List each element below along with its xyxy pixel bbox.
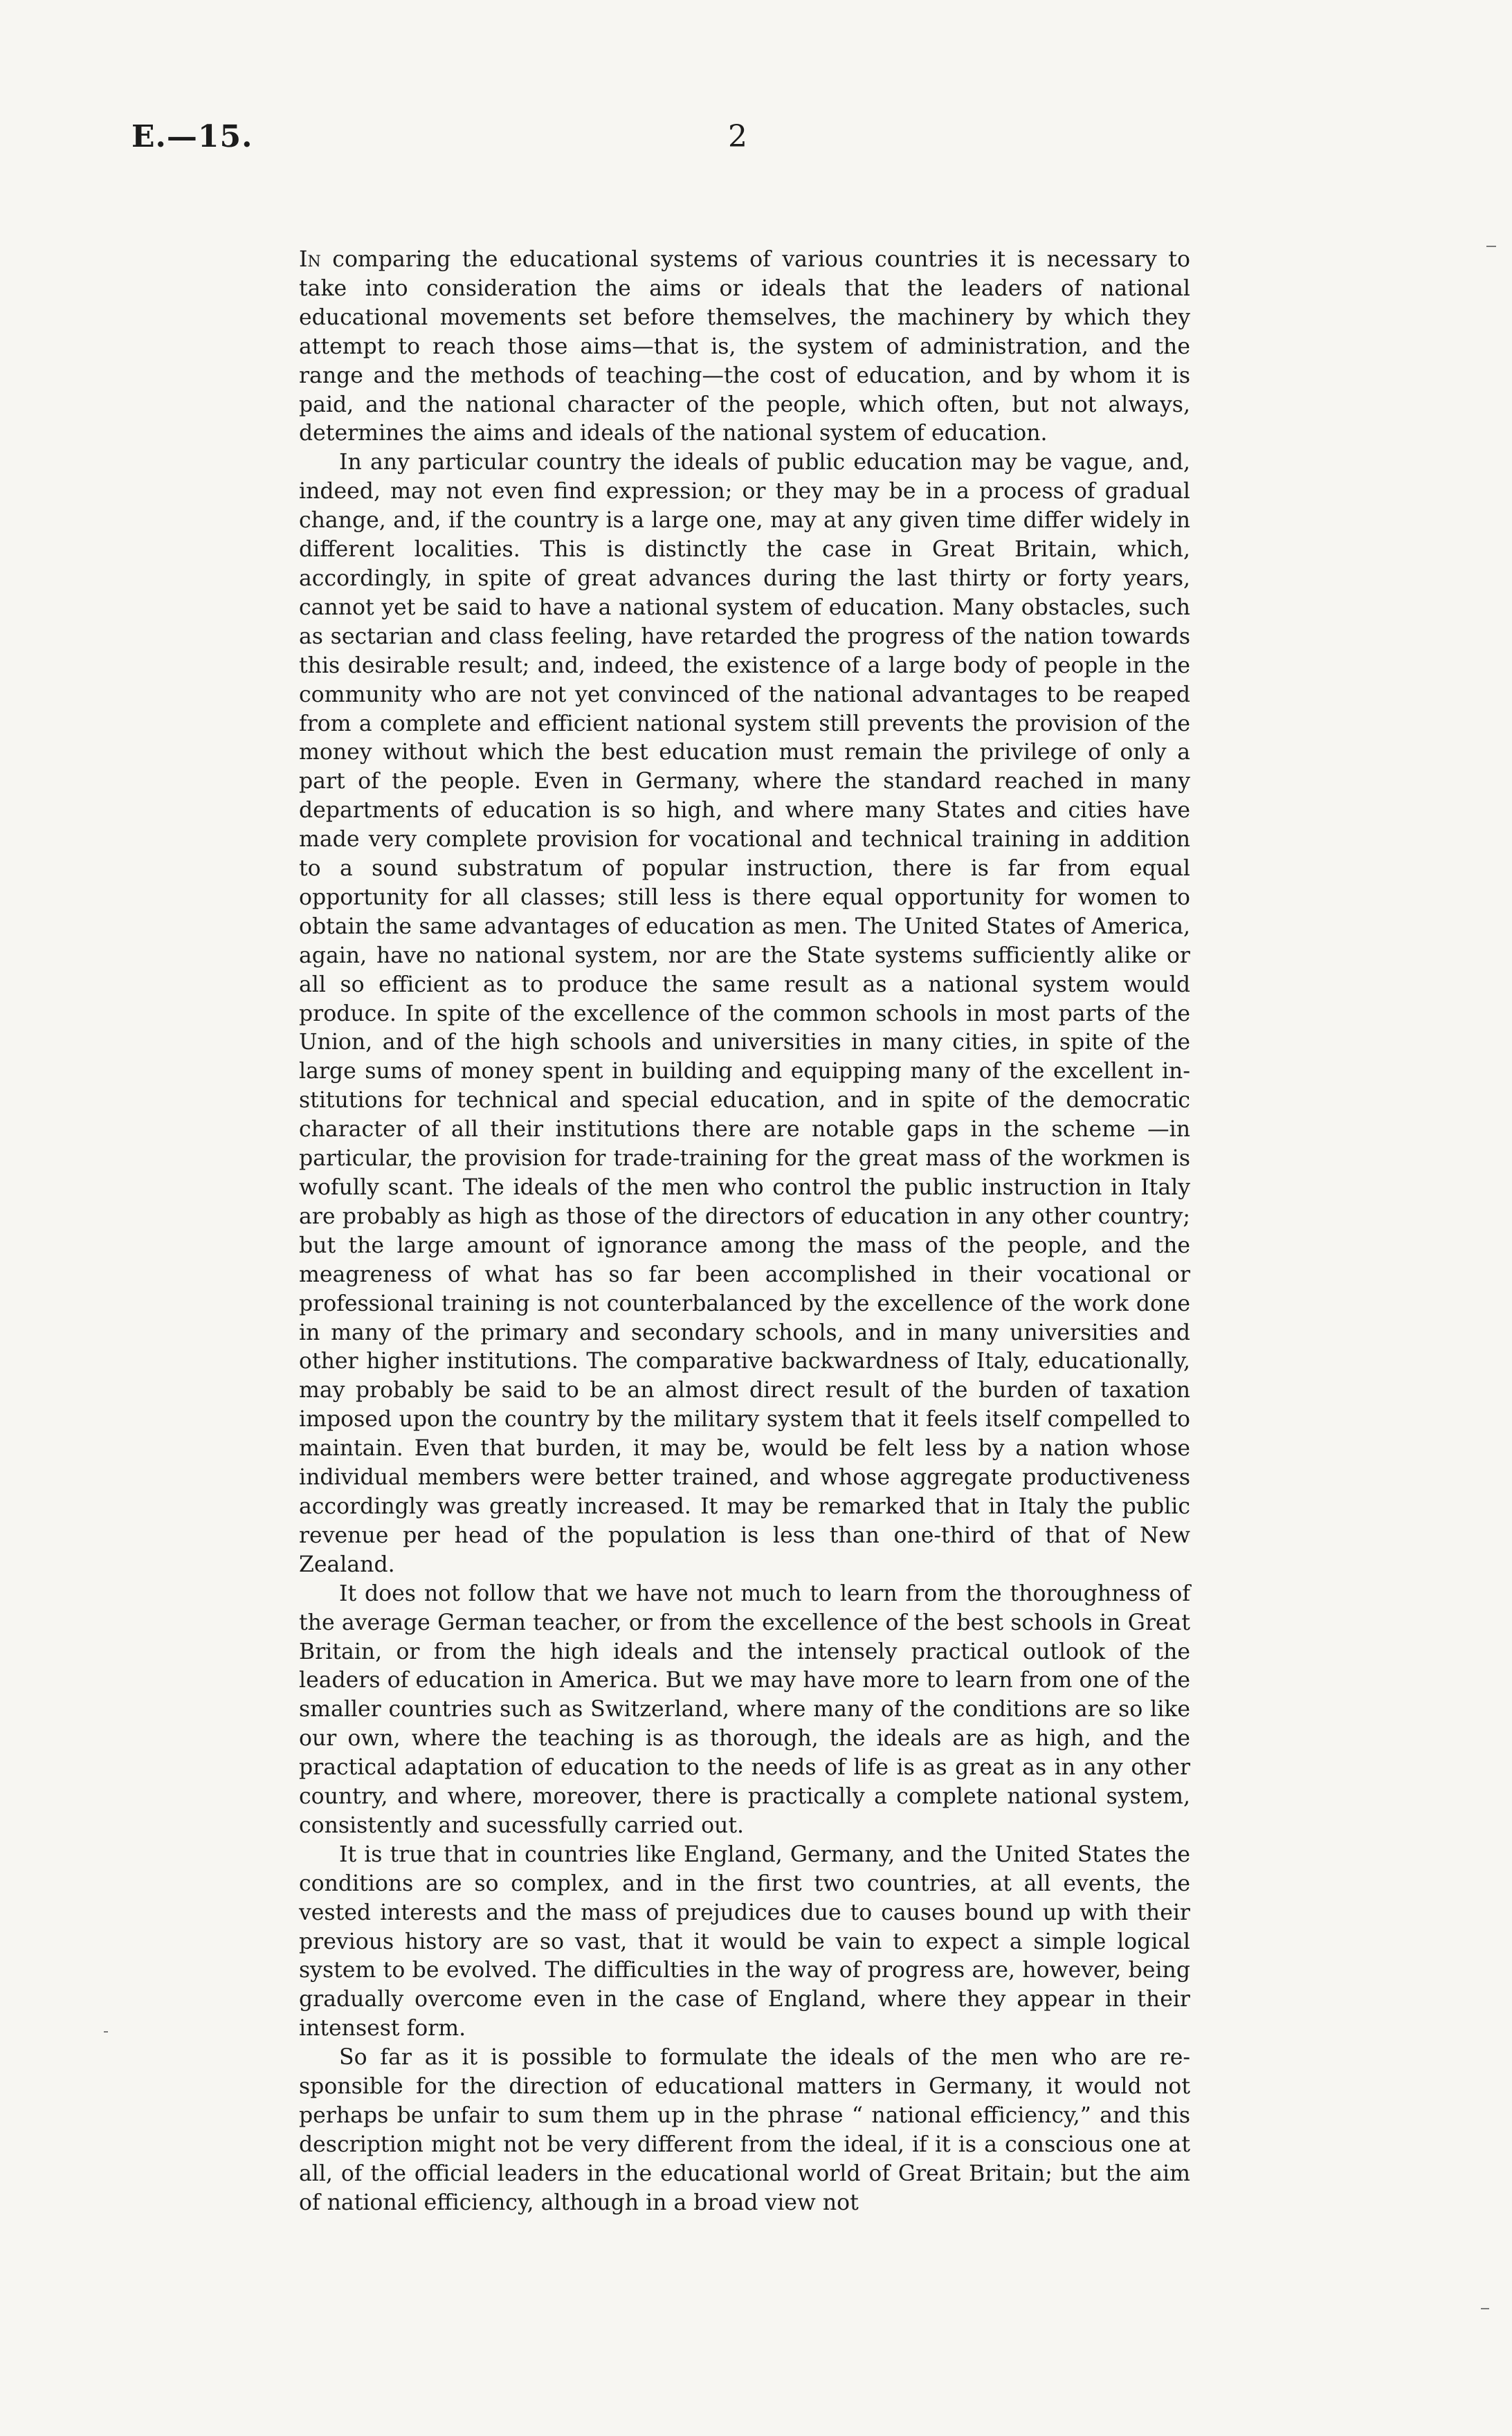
paragraph-4: It is true that in countries like England, Germany, and the United States the conditions are so complex, and in the first two countries, at all events, the vested interests and the mass of prejudices due to causes bound up with their previous history are so vast, that it would be vain to expect a simple logical system to be evolved. The difficulties in the way of progress are, however, being gradually overcome even in the case of England, where they appear in their intensest form. (299, 1842, 1190, 2042)
scan-mark (1481, 2308, 1489, 2309)
page-header (0, 119, 1512, 161)
page-number: 2 (728, 119, 747, 154)
paragraph-1 (299, 246, 1190, 448)
body-text (299, 246, 1190, 2218)
paragraph-5: So far as it is possible to formulate the ideals of the men who are responsible for the direction of educational matters in Germany, it would not perhaps be unfair to sum them up in the phrase “ national efficiency,” and this description might not be very different from the ideal, if it is a conscious one at all, of the official leaders in the educational world of Great Britain; but the aim of national efficiency, although in a broad view not (299, 2045, 1190, 2215)
scan-mark (104, 2031, 108, 2033)
scan-mark (1486, 246, 1496, 247)
paragraph-2: In any particular country the ideals of public education may be vague, and, indeed, may not even find expression; or they may be in a process of gradual change, and, if the country is a large one, may at any given time differ widely in different localities. This is distinctly the case in Great Britain, which, accordingly, in spite of great advances during the last thirty or forty years, cannot yet be said to have a national system of education. Many obstacles, such as sectarian and class feeling, have retarded the progress of the nation towards this desirable result; and, indeed, the existence of a large body of people in the community who are not yet convinced of the national advantages to be reaped from a complete and efficient national system still prevents the provision of the money without which the best education must remain the privilege of only a part of the people. Even in Germany, where the standard reached in many departments of education is so high, and where many States and cities have made very complete provision for vocational and technical training in addition to a sound substratum of popular instruction, there is far from equal opportunity for all classes; still less is there equal opportunity for women to obtain the same advantages of education as men. The United States of America, again, have no national system, nor are the State systems sufficiently alike or all so efficient as to produce the same result as a national system would produce. In spite of the excellence of the common schools in most parts of the Union, and of the high schools and universities in many cities, in spite of the large sums of money spent in building and equipping many of the excellent institutions for technical and special education, and in spite of the democratic character of all their institutions there are notable gaps in the scheme —in particular, the provision for trade-training for the great mass of the workmen is wofully scant. The ideals of the men who control the public instruction in Italy are probably as high as those of the directors of education in any other country; but the large amount of ignorance among the mass of the people, and the meagreness of what has so far been accomplished in their vocational or professional training is not counterbalanced by the excellence of the work done in many of the primary and secondary schools, and in many universities and other higher institutions. The comparative backwardness of Italy, educationally, may probably be said to be an almost direct result of the burden of taxation imposed upon the country by the military system that it feels itself compelled to maintain. Even that burden, it may be, would be felt less by a nation whose individual members were better trained, and whose aggregate productiveness accordingly was greatly increased. It may be remarked that in Italy the public revenue per head of the population is less than one-third of that of New Zealand. (299, 450, 1190, 1577)
paragraph-lead-word: In (299, 247, 321, 272)
paragraph-3: It does not follow that we have not much to learn from the thoroughness of the average German teacher, or from the excellence of the best schools in Great Britain, or from the high ideals and the intensely practical outlook of the leaders of education in America. But we may have more to learn from one of the smaller countries such as Switzerland, where many of the conditions are so like our own, where the teaching is as thorough, the ideals are as high, and the practical adaptation of education to the needs of life is as great as in any other country, and where, moreover, there is practically a complete national system, consistently and sucessfully carried out. (299, 1581, 1190, 1838)
document-reference: E.—15. (131, 119, 253, 154)
paragraph-1-text: comparing the educational systems of various countries it is necessary to take into consideration the aims or ideals that the leaders of national educational movements set before themselves, the machinery by which they attempt to reach those aims—that is, the system of administration, and the range and the methods of teaching—the cost of education, and by whom it is paid, and the national character of the people, which often, but not always, determines the aims and ideals of the national system of education. (299, 247, 1190, 446)
